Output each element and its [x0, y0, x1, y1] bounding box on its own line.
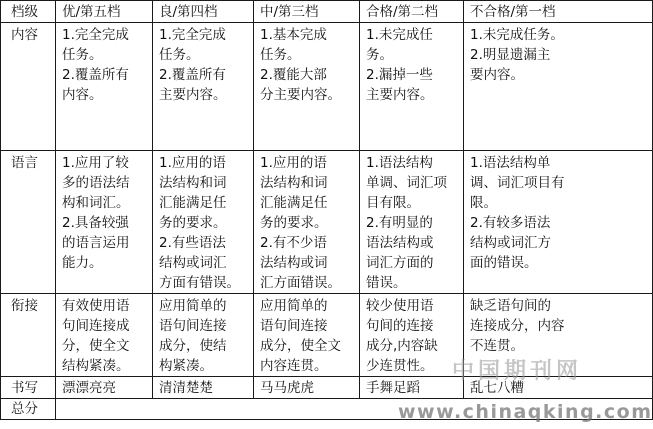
handwriting-cell-pass: 手舞足蹈: [360, 377, 464, 399]
content-row: [1, 23, 653, 151]
row-label-total: 总分: [1, 399, 56, 420]
row-label-content: 内容: [1, 23, 56, 151]
header-cell-excellent: 优/第五档: [56, 1, 153, 23]
handwriting-cell-fail: 乱七八糟: [464, 377, 653, 399]
handwriting-row: [1, 377, 653, 399]
content-cell-excellent: 1.完全完成 任务。 2.覆盖所有 内容。: [56, 23, 153, 151]
content-cell-good: 1.完全完成 任务。 2.覆盖所有 主要内容。: [153, 23, 254, 151]
total-row: [1, 399, 653, 420]
cohesion-cell-average: 应用简单的 语句间连接 成分，使全文 内容连贯。: [254, 294, 360, 377]
language-cell-good: 1.应用的语 法结构和词 汇能满足任 务的要求。 2.有些语法 结构或词汇 方面有错误。: [153, 151, 254, 294]
header-cell-pass: 合格/第二档: [360, 1, 464, 23]
watermark-url: www.chinaqking.com: [398, 401, 653, 423]
row-label-cohesion: 衔接: [1, 294, 56, 377]
cohesion-row: [1, 294, 653, 377]
header-cell-average: 中/第三档: [254, 1, 360, 23]
watermark-chinese-logo: 中国期刊网: [452, 358, 583, 384]
language-cell-pass: 1.语法结构 单调、词汇项 目有限。 2.有明显的 语法结构或 词汇方面的 错误。: [360, 151, 464, 294]
cohesion-cell-excellent: 有效使用语 句间连接成 分，使全文 结构紧凑。: [56, 294, 153, 377]
handwriting-cell-average: 马马虎虎: [254, 377, 360, 399]
handwriting-cell-excellent: 漂漂亮亮: [56, 377, 153, 399]
language-row: [1, 151, 653, 294]
cohesion-cell-good: 应用简单的 语句间连接 成分，使结 构紧凑。: [153, 294, 254, 377]
total-score-cell: [56, 399, 653, 420]
row-label-language: 语言: [1, 151, 56, 294]
language-cell-average: 1.应用的语 法结构和词 汇能满足任 务的要求。 2.有不少语 法结构或词 汇方面错误。: [254, 151, 360, 294]
language-cell-excellent: 1.应用了较 多的语法结 构和词汇。 2.具备较强 的语言运用 能力。: [56, 151, 153, 294]
content-cell-fail: 1.未完成任务。 2.明显遗漏主 要内容。: [464, 23, 653, 151]
row-label-handwriting: 书写: [1, 377, 56, 399]
content-cell-average: 1.基本完成 任务。 2.覆能大部 分主要内容。: [254, 23, 360, 151]
header-cell-good: 良/第四档: [153, 1, 254, 23]
language-cell-fail: 1.语法结构单 调、词汇项目有 限。 2.有较多语法 结构或词汇方 面的错误。: [464, 151, 653, 294]
handwriting-cell-good: 清清楚楚: [153, 377, 254, 399]
content-cell-pass: 1.未完成任 务。 2.漏掉一些 主要内容。: [360, 23, 464, 151]
cohesion-cell-fail: 缺乏语句间的 连接成分，内容 不连贯。: [464, 294, 653, 377]
header-cell-fail: 不合格/第一档: [464, 1, 653, 23]
header-cell-level: 档级: [1, 1, 56, 23]
header-row: [1, 1, 653, 23]
cohesion-cell-pass: 较少使用语 句间的连接 成分,内容缺 少连贯性。: [360, 294, 464, 377]
